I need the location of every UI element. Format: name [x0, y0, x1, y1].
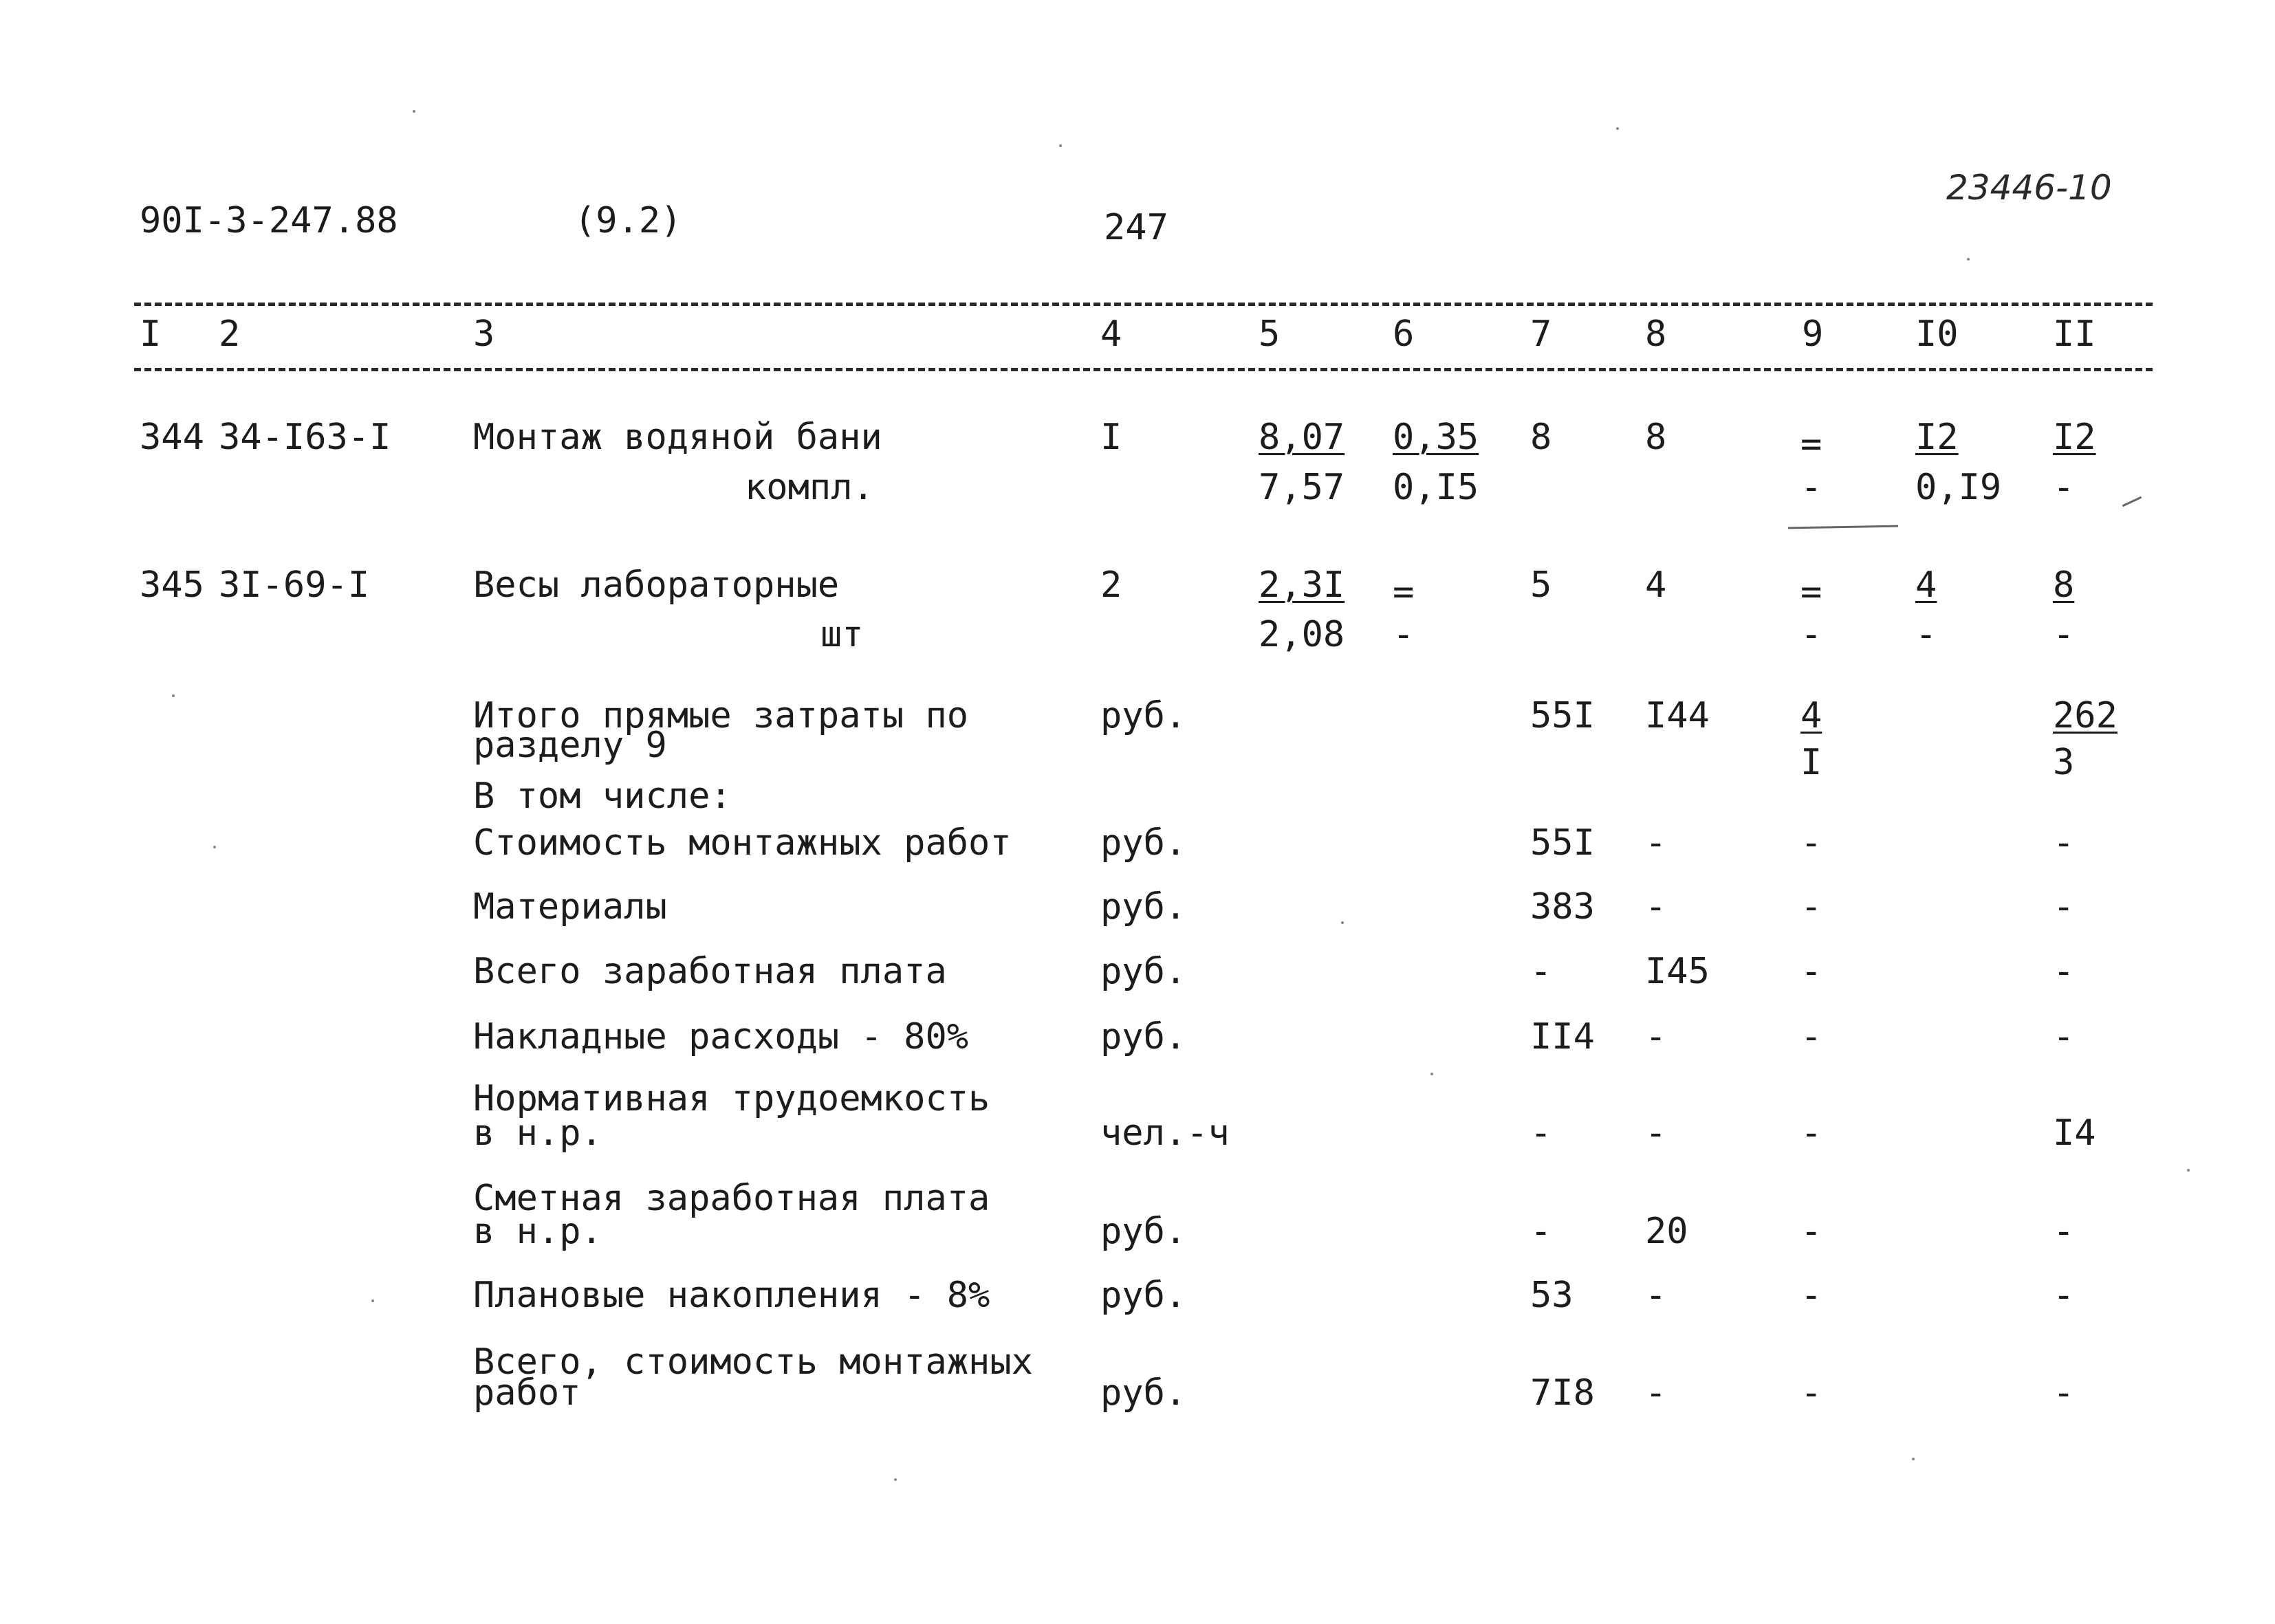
col-header-3: 3 [473, 314, 495, 355]
col9-top: = [1800, 424, 1822, 465]
document-code: 90I-3-247.88 [140, 200, 398, 241]
quantity: 2 [1100, 564, 1122, 606]
col-header-1: I [140, 314, 162, 355]
summary-row-unit: руб. [1100, 1016, 1187, 1057]
summary-row-col8: - [1645, 1016, 1667, 1057]
col-header-2: 2 [219, 314, 241, 355]
summary-col9-bottom: I [1800, 742, 1822, 783]
total-wages: 8 [1645, 417, 1667, 458]
col10-bottom: - [1915, 614, 1937, 655]
unit-cost-equipment: 7,57 [1259, 467, 1345, 508]
wage-col11: - [2053, 1211, 2075, 1252]
savings-unit: руб. [1100, 1275, 1187, 1316]
scan-speck [1059, 144, 1062, 147]
wage-col8: 20 [1645, 1211, 1688, 1252]
summary-row-label: Накладные расходы - 80% [473, 1016, 969, 1057]
scan-speck [1341, 921, 1344, 924]
scan-speck [1912, 1458, 1915, 1460]
labor-col8: - [1645, 1112, 1667, 1154]
summary-row-col11: - [2053, 951, 2075, 992]
summary-row-col9: - [1800, 822, 1822, 864]
col11-top: 8 [2053, 564, 2075, 606]
wage-unit: руб. [1100, 1211, 1187, 1252]
col10-top: 4 [1915, 564, 1937, 606]
total-unit: руб. [1100, 1372, 1187, 1414]
total-label-line1: Всего, стоимость монтажных [473, 1341, 1033, 1383]
col-header-4: 4 [1100, 314, 1122, 355]
col-header-9: 9 [1802, 314, 1824, 355]
total-label-line2: работ [473, 1372, 581, 1414]
item-number: 345 [140, 564, 204, 606]
scan-speck [1430, 1073, 1433, 1075]
savings-col11: - [2053, 1275, 2075, 1316]
scan-speck [172, 694, 175, 697]
labor-col11: I4 [2053, 1112, 2096, 1154]
col-header-10: I0 [1915, 314, 1959, 355]
col9-top: = [1800, 571, 1822, 613]
unit-cost-total: 8,07 [1259, 417, 1345, 458]
unit-cost-machines: - [1393, 614, 1415, 655]
labor-unit: чел.-ч [1100, 1112, 1230, 1154]
scan-speck [894, 1478, 897, 1481]
total-cost: 5 [1530, 564, 1552, 606]
col-header-6: 6 [1393, 314, 1415, 355]
wage-col9: - [1800, 1211, 1822, 1252]
item-number: 344 [140, 417, 204, 458]
col10-top: I2 [1915, 417, 1959, 458]
summary-row-label: Всего заработная плата [473, 951, 947, 992]
unit-cost-wages: = [1393, 571, 1415, 613]
total-col8: - [1645, 1372, 1667, 1414]
summary-row-col7: - [1530, 951, 1552, 992]
col-header-5: 5 [1259, 314, 1281, 355]
total-col9: - [1800, 1372, 1822, 1414]
scan-speck [413, 110, 415, 113]
section-number: (9.2) [574, 200, 682, 241]
page-number: 247 [1104, 207, 1168, 248]
including-label: В том числе: [473, 776, 732, 817]
item-name: Весы лабораторные [473, 564, 840, 606]
col9-bottom: - [1800, 467, 1822, 508]
col9-bottom: - [1800, 614, 1822, 655]
summary-row-col7: 383 [1530, 886, 1595, 928]
summary-row-col7: 55I [1530, 822, 1595, 864]
price-code: 34-I63-I [219, 417, 391, 458]
summary-col11-top: 262 [2053, 695, 2118, 736]
summary-row-col8: - [1645, 822, 1667, 864]
col-header-8: 8 [1645, 314, 1667, 355]
labor-label-line2: в н.р. [473, 1112, 602, 1154]
header-top-rule [134, 303, 2153, 306]
quantity: I [1100, 417, 1122, 458]
savings-label: Плановые накопления - 8% [473, 1275, 990, 1316]
summary-row-col9: - [1800, 1016, 1822, 1057]
unit-cost-equipment: 2,08 [1259, 614, 1345, 655]
header-bottom-rule [134, 368, 2153, 371]
summary-row-unit: руб. [1100, 886, 1187, 928]
labor-label-line1: Нормативная трудоемкость [473, 1078, 990, 1119]
col11-top: I2 [2053, 417, 2096, 458]
summary-col11-bottom: 3 [2053, 742, 2075, 783]
labor-col9: - [1800, 1112, 1822, 1154]
scan-speck [213, 846, 216, 848]
pen-tick-mark [2122, 496, 2142, 507]
summary-row-col9: - [1800, 886, 1822, 928]
summary-row-col7: II4 [1530, 1016, 1595, 1057]
summary-unit: руб. [1100, 695, 1187, 736]
unit-cost-wages: 0,35 [1393, 417, 1479, 458]
savings-col9: - [1800, 1275, 1822, 1316]
scan-speck [371, 1299, 374, 1302]
wage-col7: - [1530, 1211, 1552, 1252]
summary-label-line1: Итого прямые затраты по [473, 695, 969, 736]
summary-row-unit: руб. [1100, 822, 1187, 864]
summary-row-col8: I45 [1645, 951, 1710, 992]
col11-bottom: - [2053, 467, 2075, 508]
summary-label-line2: разделу 9 [473, 725, 667, 766]
savings-col8: - [1645, 1275, 1667, 1316]
scan-speck [1616, 127, 1619, 130]
unit-cost-machines: 0,I5 [1393, 467, 1479, 508]
summary-row-col8: - [1645, 886, 1667, 928]
summary-row-label: Материалы [473, 886, 667, 928]
total-wages: 4 [1645, 564, 1667, 606]
labor-col7: - [1530, 1112, 1552, 1154]
unit-cost-total: 2,3I [1259, 564, 1345, 606]
total-col7: 7I8 [1530, 1372, 1595, 1414]
col-header-11: II [2053, 314, 2096, 355]
summary-col9-top: 4 [1800, 695, 1822, 736]
wage-label-line1: Сметная заработная плата [473, 1178, 990, 1219]
wage-label-line2: в н.р. [473, 1211, 602, 1252]
item-unit: шт [820, 614, 864, 655]
pen-stroke-mark [1788, 525, 1898, 529]
summary-col7: 55I [1530, 695, 1595, 736]
summary-row-label: Стоимость монтажных работ [473, 822, 1012, 864]
summary-row-col11: - [2053, 822, 2075, 864]
savings-col7: 53 [1530, 1275, 1574, 1316]
scan-speck [1967, 258, 1970, 261]
col11-bottom: - [2053, 614, 2075, 655]
summary-row-col9: - [1800, 951, 1822, 992]
col-header-7: 7 [1530, 314, 1552, 355]
archive-number: 23446-10 [1946, 168, 2112, 208]
item-name: Монтаж водяной бани [473, 417, 882, 458]
summary-row-col11: - [2053, 1016, 2075, 1057]
total-col11: - [2053, 1372, 2075, 1414]
total-cost: 8 [1530, 417, 1552, 458]
price-code: 3I-69-I [219, 564, 370, 606]
summary-row-col11: - [2053, 886, 2075, 928]
summary-col8: I44 [1645, 695, 1710, 736]
summary-row-unit: руб. [1100, 951, 1187, 992]
col10-bottom: 0,I9 [1915, 467, 2002, 508]
scan-speck [2187, 1169, 2190, 1172]
item-unit: компл. [745, 467, 874, 508]
